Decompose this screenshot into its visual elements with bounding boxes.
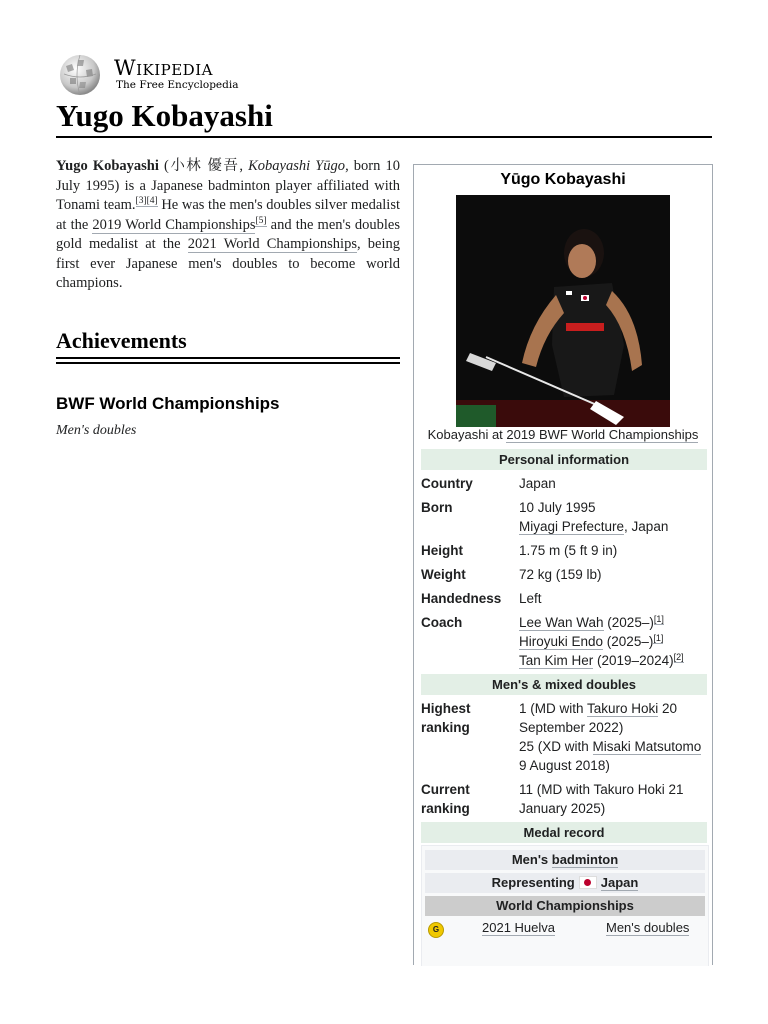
value-handedness: Left	[519, 591, 542, 606]
born-place-rest: , Japan	[624, 519, 669, 534]
section-medal-record: Medal record	[421, 822, 707, 843]
label-highest-ranking: Highest ranking	[421, 701, 471, 735]
coach-years: (2025–)	[603, 615, 654, 630]
value-current-ranking: 11 (MD with Takuro Hoki 21 January 2025)	[519, 782, 684, 816]
link-misaki-matsutomo[interactable]: Misaki Matsutomo	[592, 739, 702, 754]
lead-text-4: and the men's doubles gold medalist at the	[56, 216, 400, 252]
lead-paragraph	[56, 157, 400, 294]
label-handedness: Handedness	[421, 591, 502, 606]
representing-label: Representing	[491, 875, 575, 890]
label-coach: Coach	[421, 615, 463, 630]
link-2019-world-championships[interactable]: 2019 World Championships	[92, 216, 256, 233]
infobox	[413, 164, 713, 965]
title-divider	[56, 136, 712, 138]
section-divider	[56, 362, 400, 364]
coach-entry	[519, 651, 705, 670]
link-2021-huelva[interactable]: 2021 Huelva	[482, 920, 555, 935]
page-title: Yugo Kobayashi	[56, 98, 273, 133]
japan-flag-icon	[579, 876, 597, 889]
link-hiroyuki-endo[interactable]: Hiroyuki Endo	[519, 634, 604, 649]
link-lee-wan-wah[interactable]: Lee Wan Wah	[519, 615, 604, 630]
coach-years: (2019–2024)	[593, 653, 674, 668]
link-mens-doubles[interactable]: Men's doubles	[606, 920, 690, 935]
value-height: 1.75 m (5 ft 9 in)	[519, 543, 618, 558]
reference-2[interactable]: [2]	[673, 651, 684, 662]
lead-text-3: He was the men's doubles silver medalist at the	[56, 197, 400, 233]
lead-text-2: , born 10 July 1995) is a Japanese badminton player affiliated with Tonami team.	[56, 158, 400, 213]
reference-4[interactable]: [4]	[146, 196, 158, 207]
born-date: 10 July 1995	[519, 500, 596, 515]
reference-1[interactable]: [1]	[653, 632, 664, 643]
label-born: Born	[421, 500, 453, 515]
section-divider	[56, 357, 400, 359]
player-photo[interactable]	[456, 195, 670, 427]
wikipedia-wordmark[interactable]: Wikipedia	[114, 56, 213, 80]
link-badminton[interactable]: badminton	[551, 852, 619, 867]
coach-entry	[519, 613, 705, 632]
reference-3[interactable]: [3]	[135, 196, 147, 207]
wikipedia-globe-icon[interactable]	[56, 54, 104, 96]
wikipedia-tagline: The Free Encyclopedia	[116, 79, 239, 91]
label-weight: Weight	[421, 567, 466, 582]
representing-row	[425, 873, 705, 893]
highest-md-date: 20 September 2022)	[519, 701, 678, 735]
highest-xd-date: 9 August 2018)	[519, 758, 610, 773]
lead-romaji: Kobayashi Yūgo	[248, 158, 346, 174]
value-country: Japan	[519, 476, 556, 491]
link-takuro-hoki[interactable]: Takuro Hoki	[587, 701, 659, 716]
value-highest-ranking	[519, 699, 705, 775]
subsection-label-mens-doubles: Men's doubles	[56, 423, 137, 438]
value-coach	[519, 613, 705, 670]
link-japan[interactable]: Japan	[600, 875, 639, 890]
value-weight: 72 kg (159 lb)	[519, 567, 602, 582]
highest-xd-text: 25 (XD with	[519, 739, 593, 754]
highest-md-text: 1 (MD with	[519, 701, 588, 716]
lead-bold-name: Yugo Kobayashi	[56, 158, 159, 174]
section-personal-information: Personal information	[421, 449, 707, 470]
section-heading-achievements: Achievements	[56, 328, 187, 353]
link-2019-bwf-world-championships[interactable]: 2019 BWF World Championships	[506, 427, 699, 442]
lead-text-5: , being first ever Japanese men's doubles to become world champions.	[56, 236, 400, 291]
coach-years: (2025–)	[603, 634, 654, 649]
coach-entry	[519, 632, 705, 651]
caption-text: Kobayashi at	[427, 427, 507, 442]
competition-row: World Championships	[425, 896, 705, 916]
infobox-title: Yūgo Kobayashi	[500, 171, 626, 188]
page-header	[56, 54, 712, 140]
lead-text-1: (小林 優吾,	[158, 158, 249, 174]
label-current-ranking: Current ranking	[421, 782, 470, 816]
subsection-heading-bwf: BWF World Championships	[56, 394, 280, 413]
reference-1[interactable]: [1]	[653, 613, 664, 624]
value-born	[519, 498, 705, 536]
medal-record-box	[421, 845, 709, 966]
link-2021-world-championships[interactable]: 2021 World Championships	[187, 236, 357, 252]
photo-caption	[414, 427, 712, 442]
link-tan-kim-her[interactable]: Tan Kim Her	[519, 653, 594, 668]
label-country: Country	[421, 476, 473, 491]
gold-medal-icon: G	[428, 922, 444, 938]
medal-sport-text: Men's	[511, 852, 552, 867]
reference-5[interactable]: [5]	[255, 215, 267, 226]
section-mens-mixed-doubles: Men's & mixed doubles	[421, 674, 707, 695]
medal-sport-row	[425, 850, 705, 870]
link-miyagi-prefecture[interactable]: Miyagi Prefecture	[519, 519, 625, 534]
label-height: Height	[421, 543, 463, 558]
